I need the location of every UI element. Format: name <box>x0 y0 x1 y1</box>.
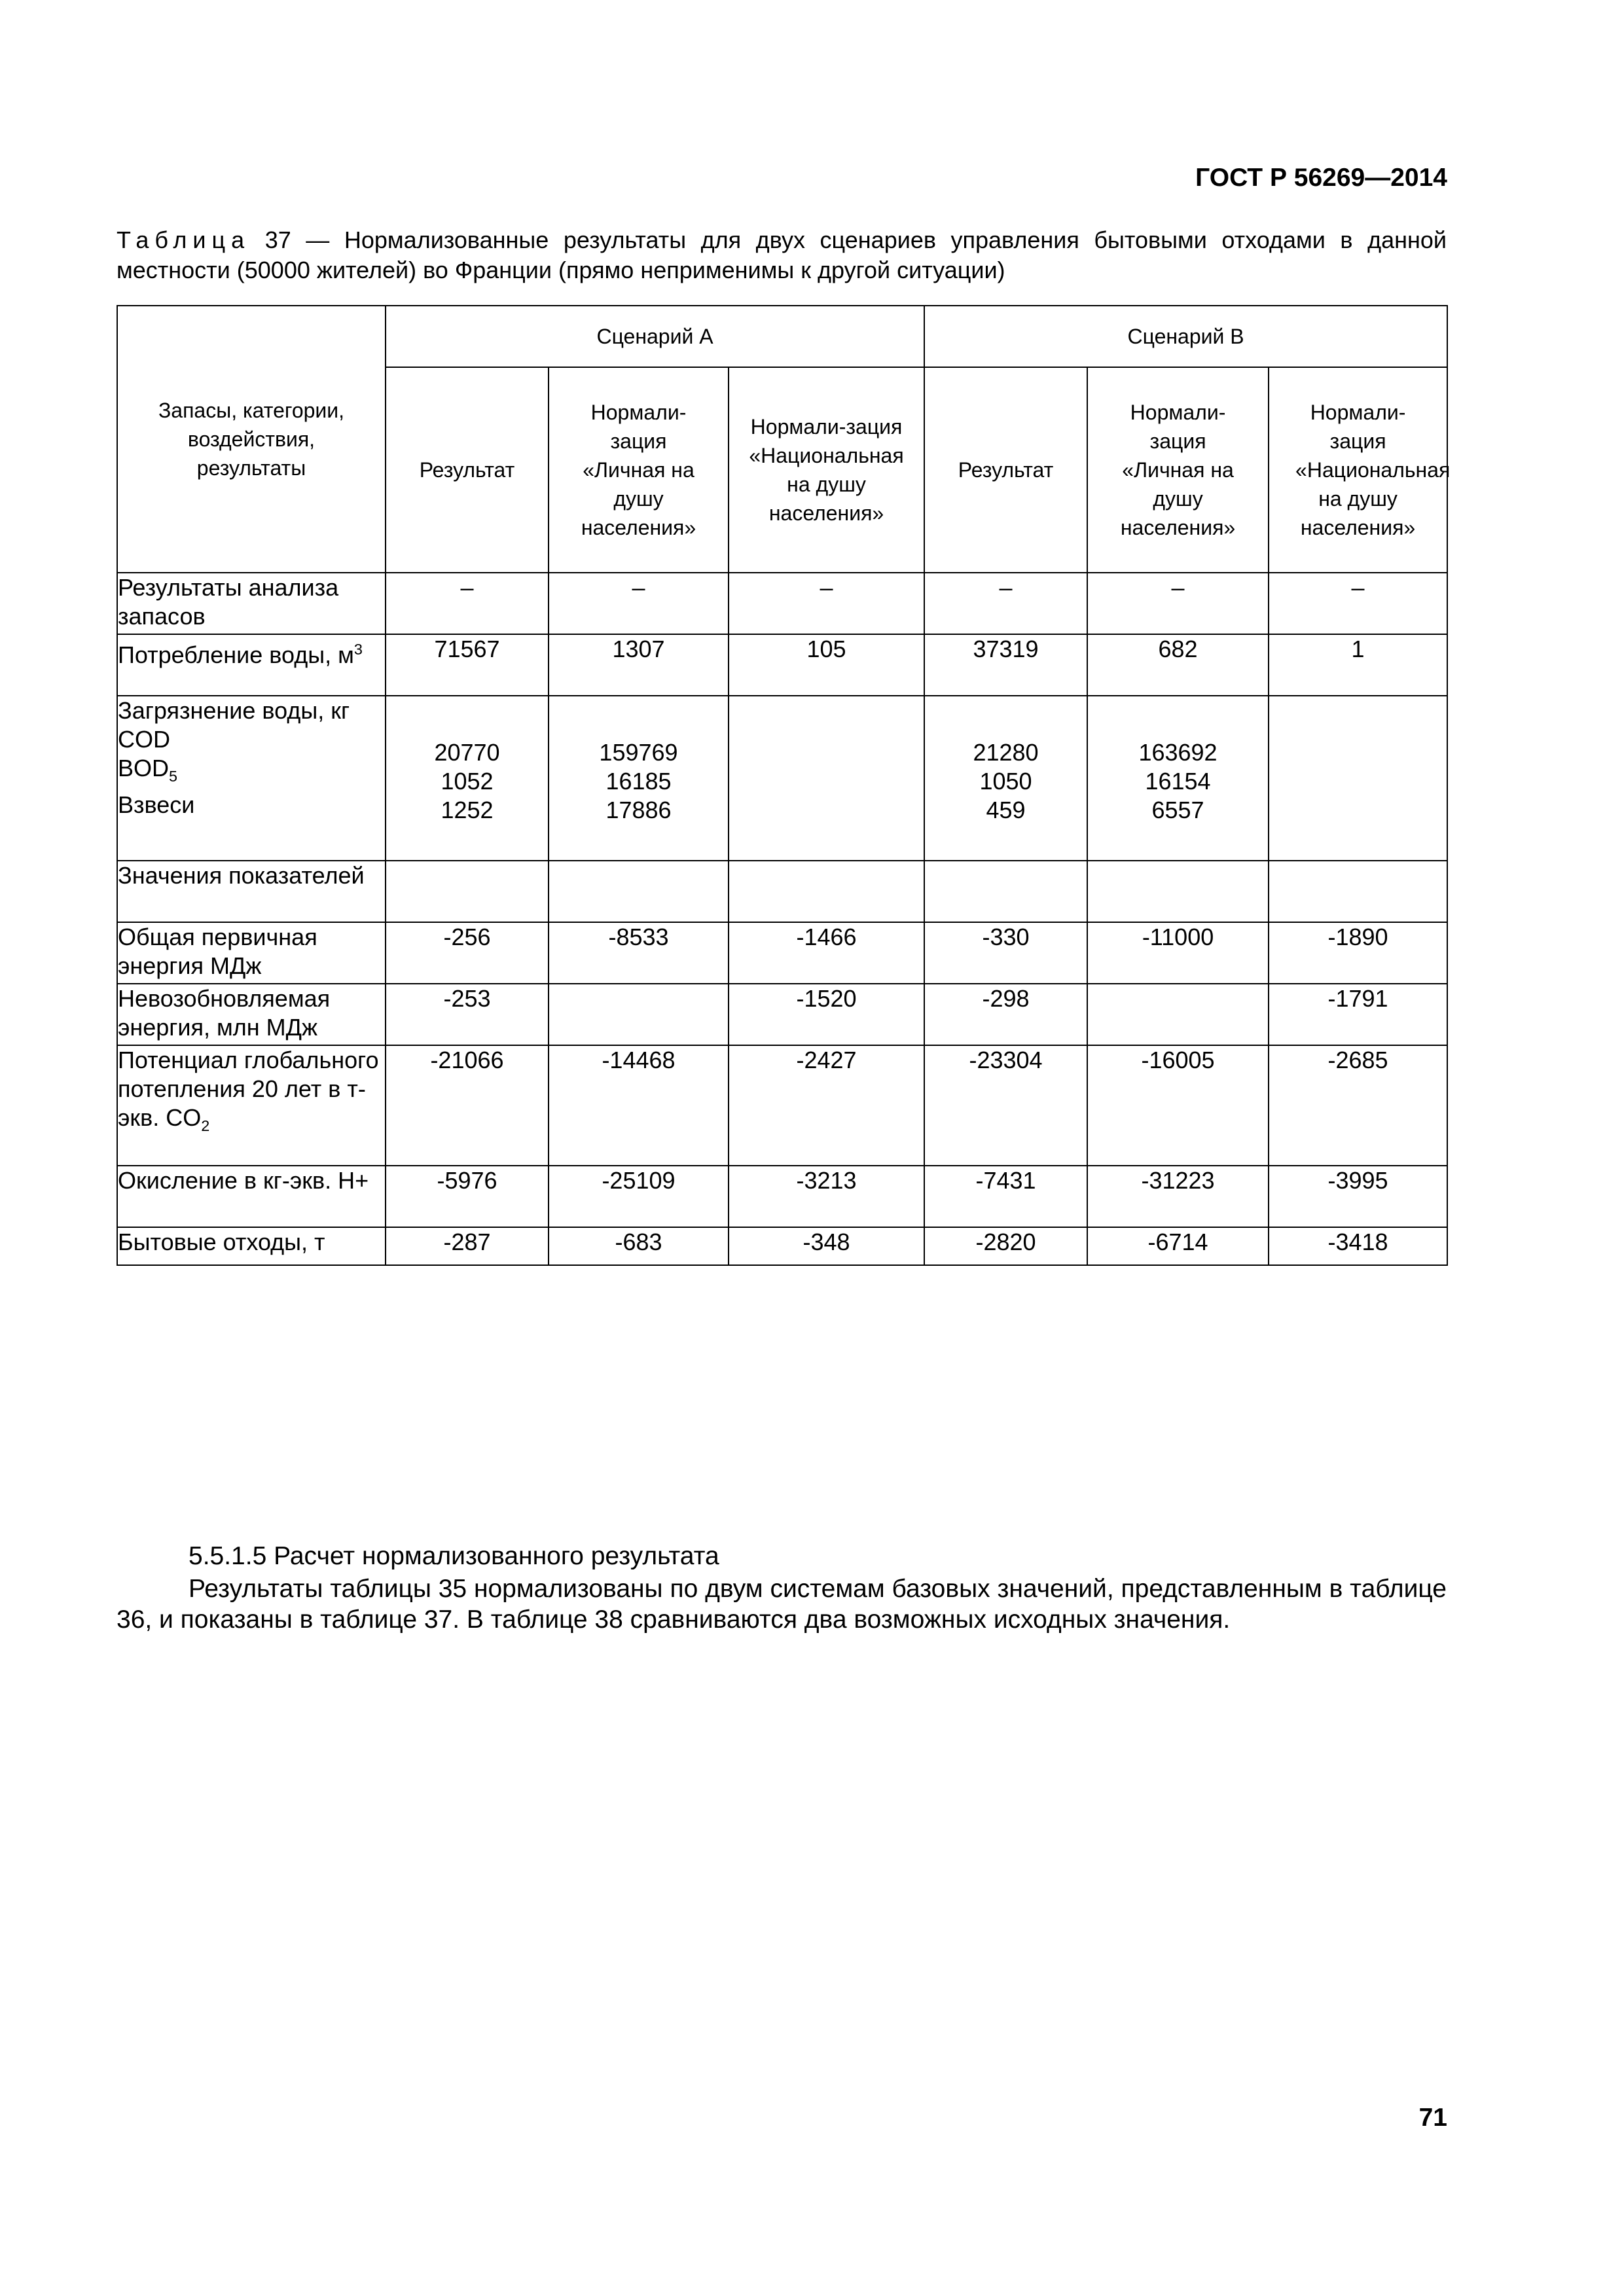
cell-value <box>1087 861 1269 922</box>
header-scenario-b: Сценарий В <box>924 306 1447 367</box>
cell-line: 20770 <box>434 739 500 766</box>
row-label-line: Загрязнение воды, кг <box>118 697 350 724</box>
cell-value: -7431 <box>924 1166 1087 1227</box>
cell-line: 163692 <box>1138 739 1218 766</box>
row-label-line <box>118 754 385 791</box>
cell-value: – <box>386 573 549 634</box>
cell-value: -8533 <box>549 922 729 984</box>
cell-value: – <box>1087 573 1269 634</box>
subscript: 2 <box>201 1117 210 1135</box>
caption-number: 37 — <box>264 226 330 253</box>
header-row-scenarios <box>117 306 1447 367</box>
cell-line: 459 <box>986 797 1026 823</box>
cell-value: -683 <box>549 1227 729 1265</box>
header-b-result: Результат <box>924 367 1087 573</box>
cell-value <box>549 984 729 1045</box>
cell-value <box>924 861 1087 922</box>
cell-value: 1307 <box>549 634 729 696</box>
cell-value: -5976 <box>386 1166 549 1227</box>
cell-value: 71567 <box>386 634 549 696</box>
caption-label: Таблица <box>117 226 251 253</box>
table-row <box>117 573 1447 634</box>
header-row-label: Запасы, категории, воздействия, результаты <box>117 306 386 573</box>
cell-line: 21280 <box>973 739 1039 766</box>
cell-value: 105 <box>729 634 924 696</box>
cell-value: 37319 <box>924 634 1087 696</box>
header-scenario-a: Сценарий А <box>386 306 924 367</box>
cell-value: -16005 <box>1087 1045 1269 1166</box>
row-label-text: Потенциал глобального потепления 20 лет в т-экв. CO <box>118 1047 379 1131</box>
cell-line: 17886 <box>605 797 672 823</box>
table-row <box>117 861 1447 922</box>
cell-value: 1 <box>1269 634 1447 696</box>
header-a-national: Нормали-зация «Национальная на душу населения» <box>729 367 924 573</box>
cell-value: 682 <box>1087 634 1269 696</box>
cell-value <box>549 696 729 861</box>
cell-value: -330 <box>924 922 1087 984</box>
row-label-text: BOD <box>118 755 170 781</box>
row-label: Невозобновляемая энергия, млн МДж <box>117 984 386 1045</box>
cell-value: -348 <box>729 1227 924 1265</box>
cell-value: -298 <box>924 984 1087 1045</box>
cell-value: -256 <box>386 922 549 984</box>
cell-line: 1052 <box>441 768 494 795</box>
cell-line: 159769 <box>599 739 678 766</box>
table-row <box>117 984 1447 1045</box>
cell-value: -287 <box>386 1227 549 1265</box>
row-label: Окисление в кг-экв. Н+ <box>117 1166 386 1227</box>
row-label <box>117 696 386 861</box>
cell-value <box>1269 696 1447 861</box>
table-row <box>117 1166 1447 1227</box>
cell-line: 1050 <box>979 768 1032 795</box>
header-b-personal: Нормали-зация «Личная на душу населения» <box>1087 367 1269 573</box>
cell-value: – <box>1269 573 1447 634</box>
cell-value: -3995 <box>1269 1166 1447 1227</box>
page-number: 71 <box>1418 2104 1447 2132</box>
cell-value: -1466 <box>729 922 924 984</box>
cell-value <box>549 861 729 922</box>
cell-value: -11000 <box>1087 922 1269 984</box>
row-label: Общая первичная энергия МДж <box>117 922 386 984</box>
document-header: ГОСТ Р 56269—2014 <box>1195 164 1447 192</box>
cell-value: -1791 <box>1269 984 1447 1045</box>
row-label: Результаты анализа запасов <box>117 573 386 634</box>
row-label <box>117 634 386 696</box>
table-row <box>117 922 1447 984</box>
cell-value <box>386 696 549 861</box>
results-table <box>117 305 1451 1266</box>
cell-value: -2685 <box>1269 1045 1447 1166</box>
cell-line: 16154 <box>1145 768 1211 795</box>
cell-value <box>1087 984 1269 1045</box>
cell-value: – <box>924 573 1087 634</box>
table-row <box>117 1227 1447 1265</box>
superscript: 3 <box>353 641 363 658</box>
section-body: Результаты таблицы 35 нормализованы по двум системам базовых значений, представленным в таблице 36, и показаны в таблице 37. В таблице 38 сравниваются два возможных исходных значения. <box>117 1575 1447 1634</box>
cell-value: -1520 <box>729 984 924 1045</box>
table-row <box>117 696 1447 861</box>
cell-value: -6714 <box>1087 1227 1269 1265</box>
row-label-line: Взвеси <box>118 791 195 819</box>
cell-value: -14468 <box>549 1045 729 1166</box>
row-label <box>117 1045 386 1166</box>
section-title: 5.5.1.5 Расчет нормализованного результата <box>189 1542 719 1570</box>
cell-value: -2427 <box>729 1045 924 1166</box>
cell-value: -25109 <box>549 1166 729 1227</box>
cell-line: 1252 <box>441 797 494 823</box>
row-label-text: Потребление воды, м <box>118 641 354 668</box>
cell-value: -3418 <box>1269 1227 1447 1265</box>
header-a-result: Результат <box>386 367 549 573</box>
subscript: 5 <box>169 768 178 785</box>
cell-value <box>1087 696 1269 861</box>
header-b-national: Нормали-зация «Национальная на душу населения» <box>1269 367 1447 573</box>
row-label-line: COD <box>118 726 170 753</box>
cell-value <box>386 861 549 922</box>
caption-text: Нормализованные результаты для двух сценариев управления бытовыми отходами в данной местности (50000 жителей) во Франции (прямо неприменимы к другой ситуации) <box>117 226 1447 283</box>
table-row <box>117 1045 1447 1166</box>
row-label: Значения показателей <box>117 861 386 922</box>
cell-value: -253 <box>386 984 549 1045</box>
cell-value <box>924 696 1087 861</box>
table-caption <box>117 225 1447 285</box>
row-label: Бытовые отходы, т <box>117 1227 386 1265</box>
cell-value: -1890 <box>1269 922 1447 984</box>
cell-value: -21066 <box>386 1045 549 1166</box>
cell-value: -23304 <box>924 1045 1087 1166</box>
cell-value: -2820 <box>924 1227 1087 1265</box>
cell-value: – <box>729 573 924 634</box>
cell-value: -3213 <box>729 1166 924 1227</box>
cell-value <box>729 696 924 861</box>
cell-line: 6557 <box>1151 797 1204 823</box>
cell-value: -31223 <box>1087 1166 1269 1227</box>
table-row <box>117 634 1447 696</box>
cell-value <box>729 861 924 922</box>
cell-line: 16185 <box>605 768 672 795</box>
cell-value <box>1269 861 1447 922</box>
cell-value: – <box>549 573 729 634</box>
header-a-personal: Нормали-зация «Личная на душу населения» <box>549 367 729 573</box>
